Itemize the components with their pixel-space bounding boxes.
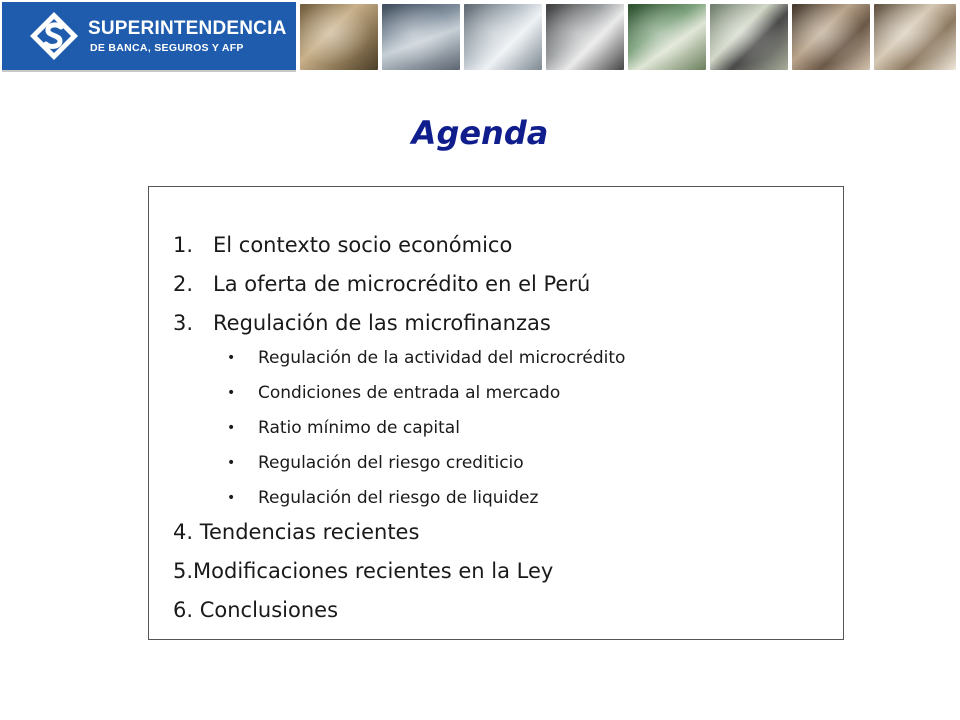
logo-title: SUPERINTENDENCIA: [88, 18, 287, 39]
sbs-diamond-icon: [28, 10, 80, 62]
bullet-icon: •: [227, 420, 236, 436]
card-terminal-photo: [710, 4, 788, 70]
agenda-item-number: 3.: [173, 311, 194, 335]
credit-card-photo: [300, 4, 378, 70]
keyboard-enter-photo: [464, 4, 542, 70]
signing-document-photo: [874, 4, 956, 70]
agenda-subitem-text: Regulación del riesgo crediticio: [258, 453, 524, 473]
agenda-item-text: La oferta de microcrédito en el Perú: [213, 272, 591, 296]
agenda-item-4: 4. Tendencias recientes: [173, 520, 420, 544]
agenda-item-5: 5.Modificaciones recientes en la Ley: [173, 559, 554, 583]
bullet-icon: •: [227, 350, 236, 366]
agenda-subitem-text: Condiciones de entrada al mercado: [258, 383, 561, 403]
agenda-item-number: 2.: [173, 272, 194, 296]
money-counting-photo: [628, 4, 706, 70]
office-desk-photo: [546, 4, 624, 70]
office-building-photo: [382, 4, 460, 70]
agenda-subitem-text: Ratio mínimo de capital: [258, 418, 460, 438]
agenda-item-text: Regulación de las microfinanzas: [213, 311, 551, 335]
bullet-icon: •: [227, 385, 236, 401]
agenda-subitem-text: Regulación de la actividad del microcrédito: [258, 348, 626, 368]
agenda-item-6: 6. Conclusiones: [173, 598, 339, 622]
logo-subtitle: DE BANCA, SEGUROS Y AFP: [90, 42, 244, 54]
agenda-item-text: El contexto socio económico: [213, 233, 513, 257]
page-title: Agenda: [411, 114, 549, 152]
agenda-box: [148, 186, 844, 640]
sbs-logo: [2, 2, 296, 72]
bullet-icon: •: [227, 455, 236, 471]
bullet-icon: •: [227, 490, 236, 506]
agenda-subitem-text: Regulación del riesgo de liquidez: [258, 488, 539, 508]
agenda-item-number: 1.: [173, 233, 194, 257]
business-handshake-photo: [792, 4, 870, 70]
header-banner: [0, 0, 960, 72]
